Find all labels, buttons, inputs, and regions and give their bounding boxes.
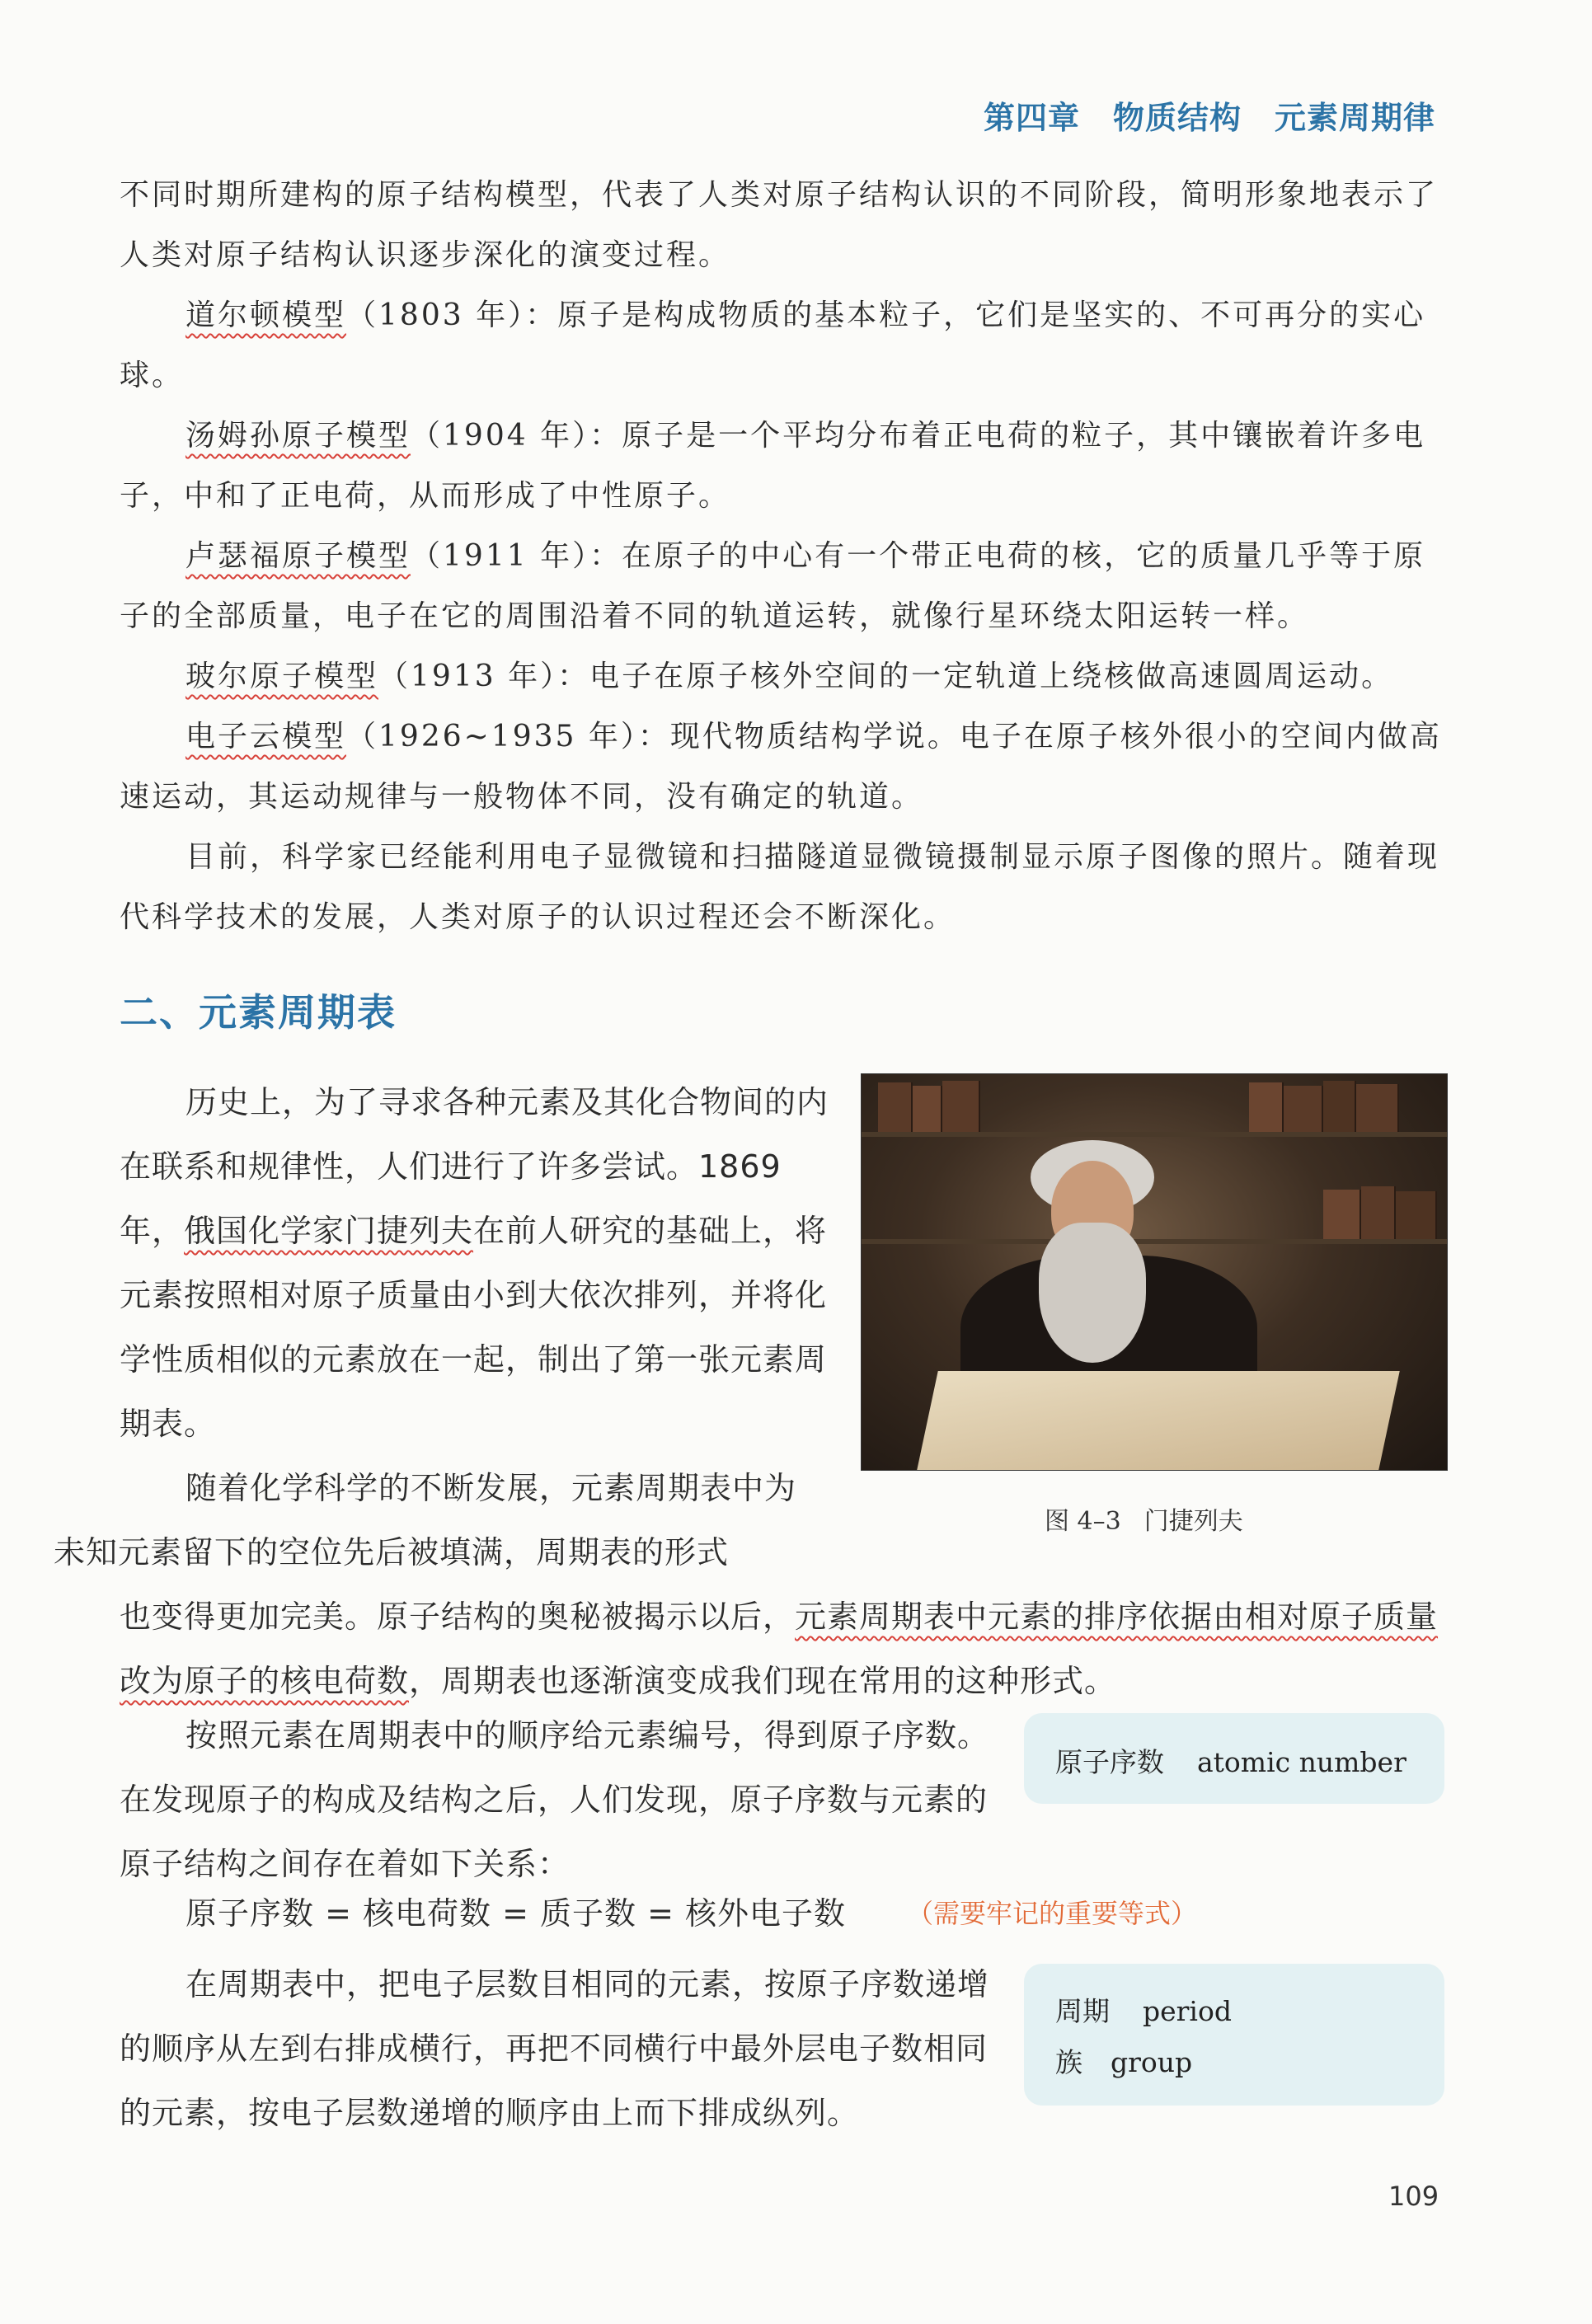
glossary-atomic-number bbox=[1024, 1713, 1444, 1804]
equation-note: （需要牢记的重要等式） bbox=[907, 1898, 1198, 1929]
intro-closing-paragraph: 目前，科学家已经能利用电子显微镜和扫描隧道显微镜摄制显示原子图像的照片。随着现代科学技术的发展，人类对原子的认识过程还会不断深化。 bbox=[120, 840, 1440, 934]
glossary-en: group bbox=[1111, 2046, 1193, 2078]
model-desc: （1913 年）：电子在原子核外空间的一定轨道上绕核做高速圆周运动。 bbox=[378, 660, 1394, 693]
glossary-zh: 周期 bbox=[1055, 1995, 1110, 2027]
key-equation: 原子序数 = 核电荷数 = 质子数 = 核外电子数 bbox=[185, 1895, 846, 1932]
intro-paragraph: 不同时期所建构的原子结构模型，代表了人类对原子结构认识的不同阶段，简明形象地表示了人类对原子结构认识逐步深化的演变过程。 bbox=[120, 178, 1439, 272]
model-name: 汤姆孙原子模型 bbox=[185, 419, 411, 453]
glossary-zh: 族 bbox=[1055, 2046, 1082, 2078]
atomic-number-paragraph: 按照元素在周期表中的顺序给元素编号，得到原子序数。在发现原子的构成及结构之后，人们发现，原子序数与元素的原子结构之间存在着如下关系： bbox=[120, 1717, 990, 1882]
glossary-en: period bbox=[1143, 1995, 1232, 2027]
history-text-b: 在前人研究的基础上，将元素按照相对原子质量由小到大依次排列，并将化学性质相似的元素放在一起，制出了第一张元素周期表。 bbox=[120, 1213, 828, 1442]
glossary-row bbox=[1055, 2041, 1192, 2080]
history-text-a: 历史上，为了寻求各种元素及其化合物间的内在联系和规律性，人们进行了许多尝试。1869年， bbox=[120, 1084, 829, 1249]
model-name: 电子云模型 bbox=[185, 720, 347, 754]
section-title: 二、元素周期表 bbox=[120, 990, 397, 1035]
dev-line1: 随着化学科学的不断发展，元素周期表中为 bbox=[185, 1470, 797, 1506]
model-desc: （1926~1935 年）：现代物质结构学说。电子在原子核外很小的空间内做高速运动，其运动规律与一般物体不同，没有确定的轨道。 bbox=[120, 720, 1442, 814]
model-name: 玻尔原子模型 bbox=[185, 660, 379, 693]
glossary-period-group bbox=[1024, 1964, 1444, 2106]
model-dalton bbox=[120, 285, 1447, 406]
figure-label: 图 4–3 bbox=[1045, 1507, 1121, 1536]
ordering-highlight: 元素周期表中元素的排序依据由相对原子质量改为原子的核电荷数 bbox=[120, 1599, 1439, 1699]
glossary-en: atomic number bbox=[1197, 1746, 1407, 1778]
model-name: 卢瑟福原子模型 bbox=[185, 539, 411, 573]
running-header bbox=[984, 92, 1435, 138]
model-bohr bbox=[120, 646, 1447, 707]
page-number: 109 bbox=[1388, 2181, 1439, 2212]
header-topic2: 元素周期律 bbox=[1274, 100, 1435, 136]
model-name: 道尔顿模型 bbox=[185, 298, 347, 332]
mendeleev-photo bbox=[861, 1073, 1448, 1471]
glossary-row bbox=[1055, 1990, 1232, 2029]
dev-line2: 未知元素留下的空位先后被填满，周期表的形式 bbox=[54, 1534, 730, 1570]
model-desc: （1911 年）：在原子的中心有一个带正电荷的核，它的质量几乎等于原子的全部质量，电子在它的周围沿着不同的轨道运转，就像行星环绕太阳运转一样。 bbox=[120, 539, 1426, 633]
periodic-table-structure-paragraph: 在周期表中，把电子层数目相同的元素，按原子序数递增的顺序从左到右排成横行，再把不同横行中最外层电子数相同的元素，按电子层数递增的顺序由上而下排成纵列。 bbox=[120, 1966, 990, 2131]
mendeleev-highlight: 俄国化学家门捷列夫 bbox=[184, 1213, 474, 1249]
dev-text-b: ，周期表也逐渐演变成我们现在常用的这种形式。 bbox=[409, 1663, 1117, 1699]
header-chapter: 第四章 bbox=[983, 100, 1080, 136]
model-desc: （1904 年）：原子是一个平均分布着正电荷的粒子，其中镶嵌着许多电子，中和了正电荷，从而形成了中性原子。 bbox=[120, 419, 1426, 513]
figure-name: 门捷列夫 bbox=[1144, 1507, 1243, 1536]
model-rutherford bbox=[120, 526, 1447, 646]
model-electron-cloud bbox=[120, 707, 1447, 827]
development-paragraph-start bbox=[54, 1456, 837, 1585]
header-topic1: 物质结构 bbox=[1112, 100, 1242, 136]
dev-text-a: 也变得更加完美。原子结构的奥秘被揭示以后， bbox=[120, 1599, 796, 1635]
model-desc: （1803 年）：原子是构成物质的基本粒子，它们是坚实的、不可再分的实心球。 bbox=[120, 298, 1426, 392]
glossary-zh: 原子序数 bbox=[1055, 1746, 1164, 1778]
history-paragraph bbox=[120, 1070, 837, 1456]
figure-caption bbox=[1045, 1500, 1243, 1537]
glossary-row bbox=[1055, 1741, 1407, 1780]
development-paragraph-end bbox=[120, 1585, 1447, 1713]
model-thomson bbox=[120, 406, 1447, 526]
